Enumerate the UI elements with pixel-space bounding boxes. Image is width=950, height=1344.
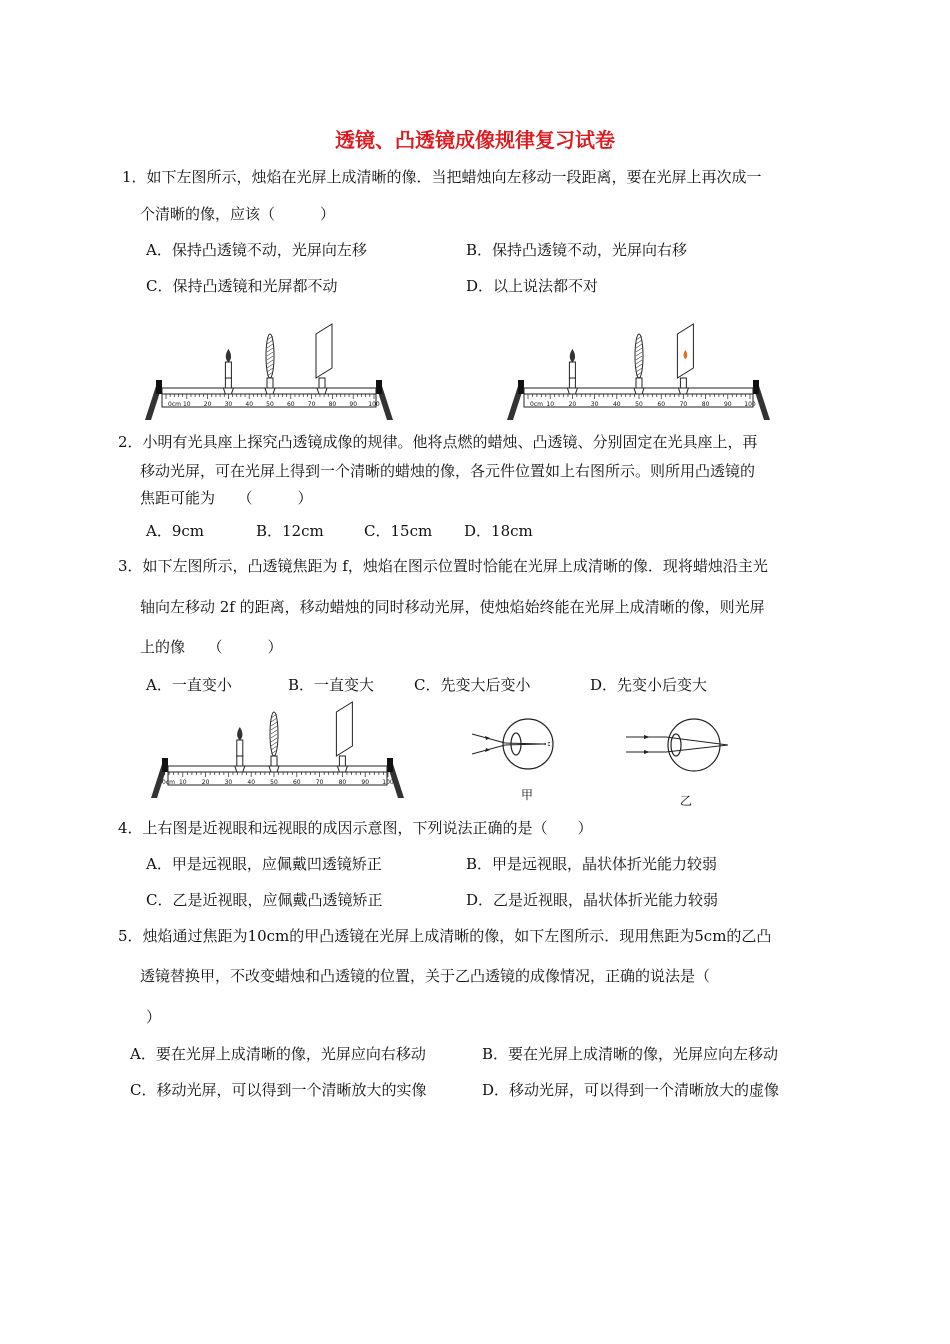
lens-holder: [636, 378, 642, 388]
screen-holder-base: [678, 388, 688, 394]
eye-diagram-right: [626, 712, 756, 807]
q3-option-d: D．先变小后变大: [590, 676, 708, 694]
scale-unit-label: 0cm: [168, 401, 181, 408]
scale-tick-label: 60: [292, 779, 301, 786]
bench-right-post: [376, 380, 382, 394]
screen-holder-base: [317, 388, 327, 394]
screen-holder: [680, 378, 686, 388]
q2-line2: 移动光屏，可在光屏上得到一个清晰的蜡烛的像，各元件位置如上右图所示。则所用凸透镜的: [140, 462, 756, 480]
q5-line2: 透镜替换甲，不改变蜡烛和凸透镜的位置，关于乙凸透镜的成像情况，正确的说法是（: [140, 967, 711, 985]
candle-flame: [570, 349, 575, 362]
q4-option-d: D．乙是近视眼，晶状体折光能力较弱: [466, 891, 719, 909]
scale-tick-label: 40: [245, 401, 254, 408]
candle-holder: [569, 378, 575, 388]
scale-tick-label: 30: [590, 401, 599, 408]
candle-holder-base: [567, 388, 577, 394]
lens-holder-base: [269, 766, 279, 772]
scale-unit-label: 0cm: [162, 779, 175, 786]
scale-tick-label: 70: [679, 401, 688, 408]
scale-tick-label: 20: [568, 401, 577, 408]
optical-bench-figure-3: [150, 704, 405, 806]
scale-tick-label: 100: [382, 779, 394, 786]
q2-line1: 2．小明有光具座上探究凸透镜成像的规律。他将点燃的蜡烛、凸透镜、分别固定在光具座上，再: [118, 433, 758, 451]
eye-diagram-left: [470, 712, 600, 807]
q1-line2: 个清晰的像，应该（ ）: [140, 205, 336, 223]
scale-tick-label: 100: [744, 401, 756, 408]
q3-option-a: A．一直变小: [146, 676, 232, 694]
light-screen: [316, 324, 332, 378]
q5-option-d: D．移动光屏，可以得到一个清晰放大的虚像: [482, 1081, 780, 1099]
bench-right-post: [753, 380, 759, 394]
scale-tick-label: 20: [201, 779, 210, 786]
scale-tick-label: 70: [307, 401, 316, 408]
q3-line2: 轴向左移动 2f 的距离，移动蜡烛的同时移动光屏，使烛焰始终能在光屏上成清晰的像，则光屏: [140, 598, 765, 616]
scale-tick-label: 90: [349, 401, 358, 408]
eye-label-right: 乙: [679, 794, 693, 808]
scale-tick-label: 40: [612, 401, 621, 408]
page-title: 透镜、凸透镜成像规律复习试卷: [335, 128, 615, 152]
q4-option-b: B．甲是远视眼，晶状体折光能力较弱: [466, 855, 718, 873]
candle-holder: [237, 756, 243, 766]
q5-line3: ）: [146, 1008, 162, 1026]
q1-option-a: A．保持凸透镜不动，光屏向左移: [146, 241, 367, 259]
q3-line1: 3．如下左图所示，凸透镜焦距为 f，烛焰在图示位置时恰能在光屏上成清晰的像．现将蜡烛沿主光: [118, 557, 768, 575]
q5-line1: 5．烛焰通过焦距为10cm的甲凸透镜在光屏上成清晰的像，如下左图所示．现用焦距为5cm的乙凸: [118, 927, 772, 945]
scale-tick-label: 50: [270, 779, 278, 786]
q2-option-b: B．12cm: [256, 522, 324, 540]
scale-tick-label: 60: [657, 401, 666, 408]
q4-option-a: A．甲是远视眼，应佩戴凹透镜矫正: [146, 855, 382, 873]
q1-option-c: C．保持凸透镜和光屏都不动: [146, 277, 338, 295]
lens-holder: [271, 756, 277, 766]
scale-tick-label: 10: [546, 401, 555, 408]
q5-option-b: B．要在光屏上成清晰的像，光屏应向左移动: [482, 1045, 779, 1063]
scale-tick-label: 50: [266, 401, 274, 408]
scale-tick-label: 100: [368, 401, 380, 408]
candle-body: [237, 740, 243, 756]
eye-label-left: 甲: [520, 788, 534, 802]
scale-tick-label: 40: [247, 779, 256, 786]
q3-option-c: C．先变大后变小: [414, 676, 531, 694]
candle-body: [225, 362, 231, 378]
scale-tick-label: 50: [635, 401, 643, 408]
bench-left-post: [162, 758, 168, 772]
q4-line1: 4．上右图是近视眼和远视眼的成因示意图，下列说法正确的是（ ）: [118, 819, 593, 837]
bench-left-post: [518, 380, 524, 394]
q2-option-a: A．9cm: [146, 522, 205, 540]
lens-holder: [267, 378, 273, 388]
bench-1: [145, 324, 393, 420]
lens-holder-base: [265, 388, 275, 394]
optical-bench-figure-2: [506, 310, 771, 424]
scale-tick-label: 80: [701, 401, 710, 408]
q2-option-c: C．15cm: [364, 522, 433, 540]
bench-left-post: [156, 380, 162, 394]
scale-tick-label: 20: [203, 401, 212, 408]
scale-tick-label: 30: [224, 779, 233, 786]
q2-line3: 焦距可能为 （ ）: [140, 489, 313, 507]
q3-line3: 上的像 （ ）: [140, 638, 283, 656]
q2-option-d: D．18cm: [464, 522, 533, 540]
scale-tick-label: 80: [328, 401, 337, 408]
light-screen: [336, 702, 352, 756]
candle-holder-base: [223, 388, 233, 394]
q4-option-c: C．乙是近视眼，应佩戴凸透镜矫正: [146, 891, 383, 909]
candle-flame: [237, 727, 242, 740]
scale-tick-label: 30: [224, 401, 233, 408]
scale-tick-label: 90: [723, 401, 732, 408]
lens-holder-base: [634, 388, 644, 394]
bench-2: [507, 324, 770, 420]
screen-holder: [319, 378, 325, 388]
q3-option-b: B．一直变大: [288, 676, 375, 694]
screen-holder-base: [337, 766, 347, 772]
scale-unit-label: 0cm: [530, 401, 543, 408]
q5-option-c: C．移动光屏，可以得到一个清晰放大的实像: [130, 1081, 427, 1099]
scale-tick-label: 10: [182, 401, 191, 408]
scale-tick-label: 10: [178, 779, 187, 786]
candle-holder-base: [235, 766, 245, 772]
q1-option-b: B．保持凸透镜不动，光屏向右移: [466, 241, 688, 259]
q1-option-d: D．以上说法都不对: [466, 277, 599, 295]
candle-flame: [226, 349, 231, 362]
candle-body: [569, 362, 575, 378]
scale-tick-label: 90: [361, 779, 370, 786]
bench-right-post: [387, 758, 393, 772]
screen-holder: [339, 756, 345, 766]
scale-tick-label: 80: [338, 779, 347, 786]
scale-tick-label: 70: [315, 779, 324, 786]
candle-holder: [225, 378, 231, 388]
q1-line1: 1．如下左图所示，烛焰在光屏上成清晰的像．当把蜡烛向左移动一段距离，要在光屏上再次成一: [122, 168, 762, 186]
scale-tick-label: 60: [286, 401, 295, 408]
q5-option-a: A．要在光屏上成清晰的像，光屏应向右移动: [130, 1045, 426, 1063]
bench-3: [151, 702, 404, 798]
optical-bench-figure-1: [144, 308, 394, 424]
